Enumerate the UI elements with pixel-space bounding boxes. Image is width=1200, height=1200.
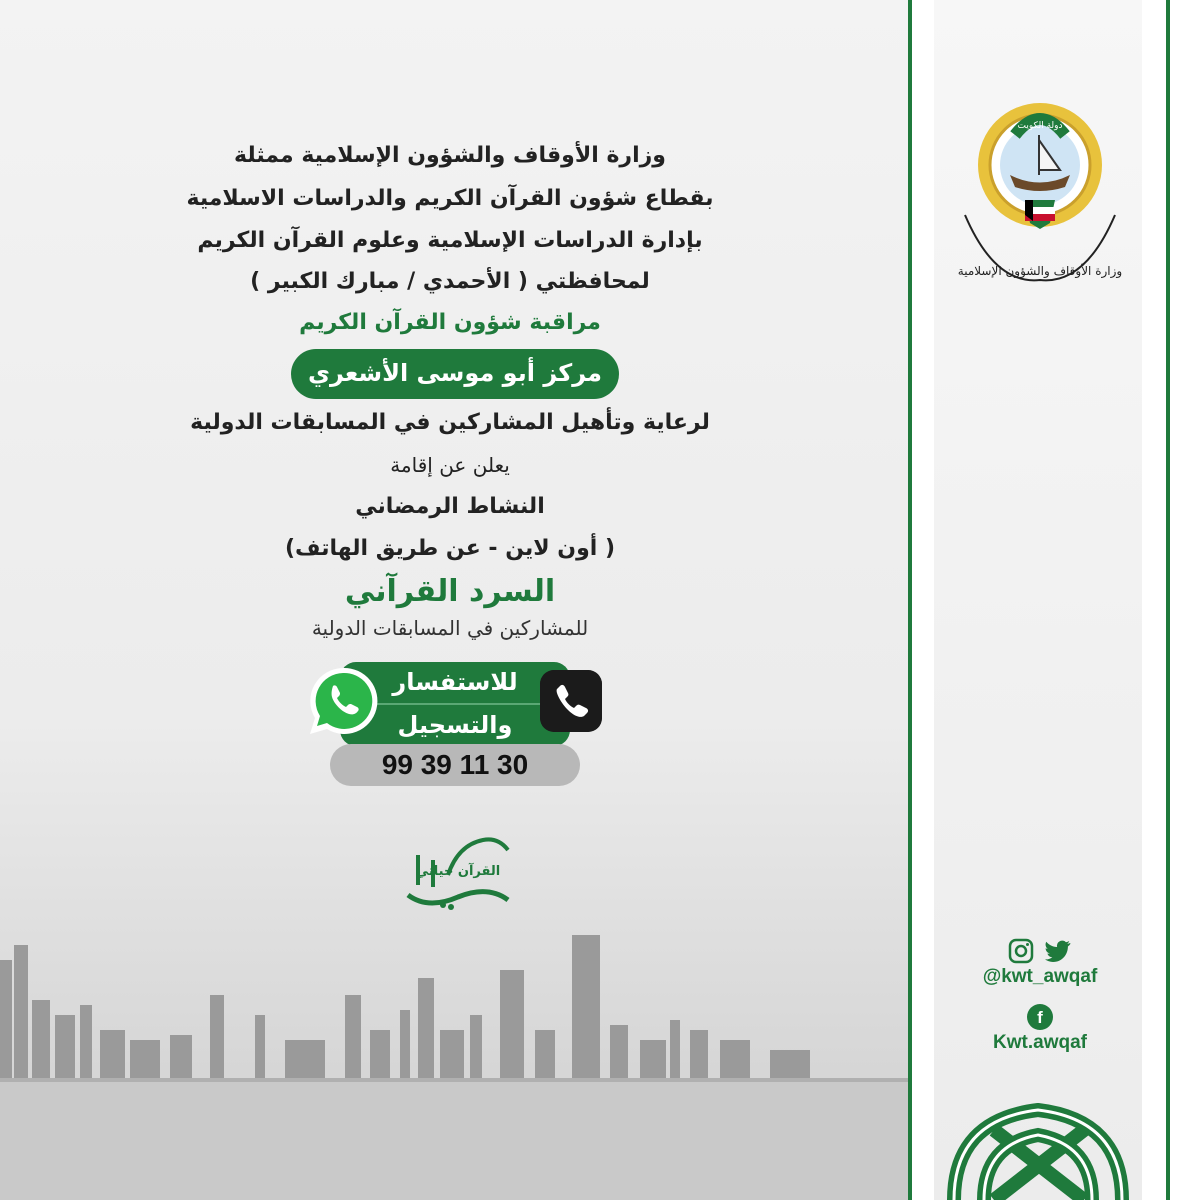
department-title: مراقبة شؤون القرآن الكريم	[299, 310, 601, 335]
purpose-text: لرعاية وتأهيل المشاركين في المسابقات الدولية	[190, 410, 710, 435]
header-line-3: بإدارة الدراسات الإسلامية وعلوم القرآن الكريم	[197, 228, 703, 253]
twitter-instagram-handle[interactable]: @kwt_awqaf	[982, 966, 1098, 987]
activity-title: النشاط الرمضاني	[355, 494, 545, 519]
instagram-icon[interactable]	[1008, 938, 1034, 964]
program-title: السرد القرآني	[344, 574, 556, 609]
contact-line-1: للاستفسار	[340, 662, 570, 705]
quran-hayati-logo	[388, 825, 528, 915]
emblem-text: وزارة الأوقاف والشؤون الإسلامية	[957, 264, 1123, 278]
social-section	[960, 938, 1120, 1054]
logo-text: القرآن حياتي	[415, 864, 501, 879]
facebook-handle[interactable]: Kwt.awqaf	[993, 1032, 1087, 1053]
ministry-emblem-logo	[955, 95, 1125, 295]
islamic-knot-ornament	[934, 1090, 1142, 1200]
phone-number[interactable]: 99 39 11 30	[330, 744, 580, 786]
city-skyline-image	[0, 900, 910, 1200]
twitter-icon[interactable]	[1044, 938, 1072, 964]
facebook-icon[interactable]: f	[1027, 1004, 1053, 1030]
sidebar-border-right	[1166, 0, 1170, 1200]
program-subtitle: للمشاركين في المسابقات الدولية	[311, 616, 589, 640]
center-name-badge: مركز أبو موسى الأشعري	[291, 349, 619, 399]
emblem-top-text: دولة الكويت	[1017, 121, 1063, 131]
phone-icon[interactable]	[540, 670, 602, 732]
mode-text: ( أون لاين - عن طريق الهاتف)	[285, 536, 615, 561]
whatsapp-icon[interactable]	[306, 664, 380, 738]
contact-line-2: والتسجيل	[397, 711, 513, 739]
sidebar-border-left	[908, 0, 912, 1200]
announce-text: يعلن عن إقامة	[390, 453, 510, 477]
header-line-2: بقطاع شؤون القرآن الكريم والدراسات الاسلامية	[186, 186, 714, 211]
header-line-1: وزارة الأوقاف والشؤون الإسلامية ممثلة	[234, 143, 666, 168]
header-line-4: لمحافظتي ( الأحمدي / مبارك الكبير )	[250, 269, 650, 294]
